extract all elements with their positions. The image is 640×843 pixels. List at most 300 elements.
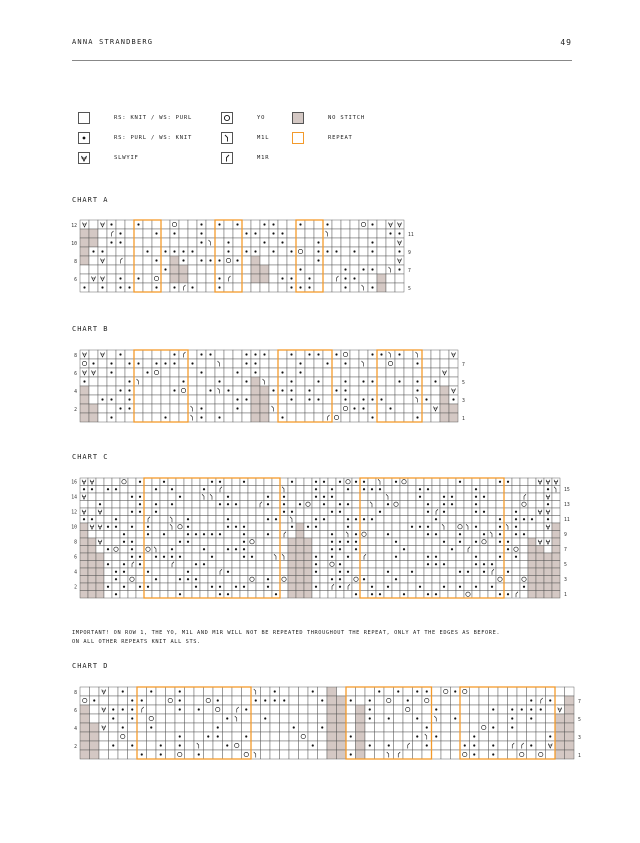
stitch-key bbox=[78, 112, 498, 172]
chart-cell bbox=[89, 395, 98, 404]
chart-cell bbox=[416, 516, 424, 524]
purl-dot-icon bbox=[507, 481, 509, 483]
chart-cell bbox=[80, 561, 88, 569]
chart-cell bbox=[192, 516, 200, 524]
chart-cell bbox=[143, 274, 152, 283]
purl-dot-icon bbox=[299, 223, 301, 225]
purl-dot-icon bbox=[245, 232, 247, 234]
chart-cell bbox=[337, 732, 347, 741]
purl-dot-icon bbox=[451, 548, 453, 550]
chart-cell bbox=[308, 705, 318, 714]
chart-cell bbox=[332, 265, 341, 274]
chart-cell bbox=[288, 538, 296, 546]
chart-cell bbox=[184, 486, 192, 494]
chart-cell bbox=[528, 486, 536, 494]
chart-cell bbox=[512, 486, 520, 494]
chart-cell bbox=[109, 723, 119, 732]
chart-b-cells bbox=[80, 350, 458, 422]
purl-dot-icon bbox=[363, 481, 365, 483]
chart-cell bbox=[336, 516, 344, 524]
row-number-right: 5 bbox=[564, 563, 567, 569]
chart-cell bbox=[232, 741, 242, 750]
chart-cell bbox=[350, 359, 359, 368]
chart-cell bbox=[143, 377, 152, 386]
chart-cell bbox=[287, 229, 296, 238]
chart-cell bbox=[384, 486, 392, 494]
purl-dot-icon bbox=[511, 717, 513, 719]
row-number-right: 9 bbox=[564, 533, 567, 539]
chart-cell bbox=[464, 561, 472, 569]
purl-dot-icon bbox=[141, 699, 143, 701]
purl-dot-icon bbox=[123, 586, 125, 588]
chart-cell bbox=[144, 478, 152, 486]
chart-cell bbox=[206, 404, 215, 413]
chart-cell bbox=[386, 283, 395, 292]
purl-dot-icon bbox=[427, 503, 429, 505]
chart-cell bbox=[350, 350, 359, 359]
chart-cell bbox=[360, 568, 368, 576]
purl-dot-icon bbox=[101, 250, 103, 252]
chart-cell bbox=[80, 501, 88, 509]
purl-dot-icon bbox=[218, 380, 220, 382]
chart-cell bbox=[192, 591, 200, 599]
chart-cell bbox=[261, 741, 271, 750]
chart-cell bbox=[251, 265, 260, 274]
chart-cell bbox=[134, 386, 143, 395]
purl-dot-icon bbox=[435, 563, 437, 565]
row-number-right: 3 bbox=[578, 735, 581, 741]
chart-cell bbox=[336, 531, 344, 539]
chart-cell bbox=[118, 732, 128, 741]
chart-cell bbox=[90, 750, 100, 759]
chart-cell bbox=[160, 561, 168, 569]
chart-cell bbox=[213, 714, 223, 723]
chart-cell bbox=[232, 732, 242, 741]
chart-cell bbox=[143, 256, 152, 265]
chart-cell bbox=[104, 508, 112, 516]
chart-cell bbox=[269, 283, 278, 292]
chart-cell bbox=[280, 583, 288, 591]
purl-dot-icon bbox=[83, 286, 85, 288]
row-number-right: 11 bbox=[564, 518, 570, 524]
chart-cell bbox=[184, 508, 192, 516]
chart-cell bbox=[448, 478, 456, 486]
chart-cell bbox=[260, 404, 269, 413]
chart-cell bbox=[304, 568, 312, 576]
chart-cell bbox=[232, 687, 242, 696]
chart-cell bbox=[200, 568, 208, 576]
chart-cell bbox=[489, 732, 499, 741]
purl-dot-icon bbox=[179, 699, 181, 701]
chart-cell bbox=[136, 538, 144, 546]
chart-cell bbox=[384, 591, 392, 599]
purl-dot-icon bbox=[107, 488, 109, 490]
purl-dot-icon bbox=[315, 481, 317, 483]
purl-dot-icon bbox=[435, 593, 437, 595]
chart-cell bbox=[403, 732, 413, 741]
chart-cell bbox=[312, 501, 320, 509]
chart-cell bbox=[368, 359, 377, 368]
purl-dot-icon bbox=[263, 223, 265, 225]
chart-cell bbox=[304, 531, 312, 539]
chart-cell bbox=[160, 508, 168, 516]
purl-dot-icon bbox=[443, 511, 445, 513]
chart-cell bbox=[270, 750, 280, 759]
purl-dot-icon bbox=[499, 556, 501, 558]
chart-cell bbox=[479, 714, 489, 723]
chart-cell bbox=[143, 265, 152, 274]
chart-cell bbox=[288, 493, 296, 501]
chart-cell bbox=[160, 591, 168, 599]
chart-cell bbox=[116, 265, 125, 274]
chart-cell bbox=[89, 283, 98, 292]
purl-dot-icon bbox=[523, 518, 525, 520]
chart-cell bbox=[197, 247, 206, 256]
chart-cell bbox=[359, 256, 368, 265]
purl-dot-icon bbox=[344, 286, 346, 288]
row-number-left: 8 bbox=[74, 353, 77, 359]
purl-dot-icon bbox=[326, 223, 328, 225]
chart-cell bbox=[160, 523, 168, 531]
chart-cell bbox=[416, 576, 424, 584]
chart-cell bbox=[256, 561, 264, 569]
chart-cell bbox=[289, 687, 299, 696]
chart-cell bbox=[256, 591, 264, 599]
purl-dot-icon bbox=[272, 223, 274, 225]
chart-cell bbox=[152, 404, 161, 413]
chart-cell bbox=[327, 714, 337, 723]
chart-cell bbox=[152, 265, 161, 274]
row-number-left: 2 bbox=[74, 585, 77, 591]
chart-cell bbox=[216, 546, 224, 554]
chart-cell bbox=[496, 493, 504, 501]
purl-dot-icon bbox=[243, 586, 245, 588]
chart-cell bbox=[80, 247, 89, 256]
chart-cell bbox=[488, 478, 496, 486]
chart-cell bbox=[312, 531, 320, 539]
chart-cell bbox=[168, 508, 176, 516]
purl-dot-icon bbox=[371, 416, 373, 418]
purl-dot-icon bbox=[331, 496, 333, 498]
purl-dot-icon bbox=[459, 571, 461, 573]
chart-cell bbox=[116, 220, 125, 229]
chart-cell bbox=[137, 741, 147, 750]
chart-cell bbox=[208, 576, 216, 584]
chart-cell bbox=[270, 741, 280, 750]
purl-dot-icon bbox=[227, 518, 229, 520]
chart-cell bbox=[400, 553, 408, 561]
chart-cell bbox=[179, 265, 188, 274]
chart-cell bbox=[528, 523, 536, 531]
chart-cell bbox=[352, 486, 360, 494]
row-number-left: 10 bbox=[71, 525, 77, 531]
chart-cell bbox=[233, 274, 242, 283]
chart-cell bbox=[460, 687, 470, 696]
chart-cell bbox=[264, 553, 272, 561]
chart-cell bbox=[248, 531, 256, 539]
row-number-left: 6 bbox=[74, 277, 77, 283]
chart-cell bbox=[403, 687, 413, 696]
chart-cell bbox=[248, 486, 256, 494]
purl-dot-icon bbox=[93, 699, 95, 701]
purl-dot-icon bbox=[131, 496, 133, 498]
chart-cell bbox=[242, 404, 251, 413]
chart-cell bbox=[480, 486, 488, 494]
chart-cell bbox=[208, 568, 216, 576]
chart-cell bbox=[308, 696, 318, 705]
chart-cell bbox=[449, 413, 458, 422]
purl-dot-icon bbox=[473, 744, 475, 746]
chart-cell bbox=[88, 568, 96, 576]
purl-dot-icon bbox=[173, 362, 175, 364]
chart-cell bbox=[489, 687, 499, 696]
chart-cell bbox=[136, 546, 144, 554]
chart-cell bbox=[424, 546, 432, 554]
chart-cell bbox=[188, 350, 197, 359]
chart-cell bbox=[408, 508, 416, 516]
purl-dot-icon bbox=[344, 362, 346, 364]
purl-dot-icon bbox=[371, 518, 373, 520]
row-number-left: 8 bbox=[74, 540, 77, 546]
chart-cell bbox=[350, 238, 359, 247]
chart-cell bbox=[80, 386, 89, 395]
chart-cell bbox=[536, 732, 546, 741]
chart-cell bbox=[287, 404, 296, 413]
chart-cell bbox=[408, 493, 416, 501]
chart-cell bbox=[206, 377, 215, 386]
purl-dot-icon bbox=[419, 526, 421, 528]
chart-cell bbox=[125, 368, 134, 377]
chart-cell bbox=[368, 568, 376, 576]
chart-cell bbox=[308, 723, 318, 732]
purl-dot-icon bbox=[218, 277, 220, 279]
chart-cell bbox=[176, 531, 184, 539]
purl-dot-icon bbox=[164, 362, 166, 364]
purl-dot-icon bbox=[128, 398, 130, 400]
chart-cell bbox=[377, 247, 386, 256]
chart-cell bbox=[296, 523, 304, 531]
chart-cell bbox=[296, 568, 304, 576]
chart-cell bbox=[536, 750, 546, 759]
chart-cell bbox=[440, 377, 449, 386]
chart-cell bbox=[332, 404, 341, 413]
chart-cell bbox=[152, 395, 161, 404]
chart-cell bbox=[376, 561, 384, 569]
purl-dot-icon bbox=[290, 398, 292, 400]
purl-dot-icon bbox=[317, 353, 319, 355]
chart-cell bbox=[96, 553, 104, 561]
chart-cell bbox=[365, 687, 375, 696]
chart-cell bbox=[432, 478, 440, 486]
chart-cell bbox=[233, 377, 242, 386]
chart-cell bbox=[404, 413, 413, 422]
chart-cell bbox=[197, 395, 206, 404]
row-number-left: 4 bbox=[74, 389, 77, 395]
purl-dot-icon bbox=[347, 488, 349, 490]
chart-cell bbox=[112, 561, 120, 569]
chart-cell bbox=[128, 486, 136, 494]
chart-cell bbox=[304, 501, 312, 509]
chart-d-title: CHART D bbox=[72, 662, 109, 670]
chart-cell bbox=[296, 546, 304, 554]
page-number: 49 bbox=[560, 38, 572, 47]
chart-cell bbox=[517, 696, 527, 705]
purl-dot-icon bbox=[187, 578, 189, 580]
chart-cell bbox=[248, 478, 256, 486]
chart-cell bbox=[296, 404, 305, 413]
purl-dot-icon bbox=[290, 286, 292, 288]
chart-cell bbox=[287, 256, 296, 265]
chart-cell bbox=[528, 501, 536, 509]
chart-cell bbox=[395, 386, 404, 395]
chart-cell bbox=[104, 493, 112, 501]
chart-cell bbox=[134, 413, 143, 422]
chart-cell bbox=[480, 523, 488, 531]
chart-a-grid bbox=[66, 216, 426, 306]
purl-dot-icon bbox=[419, 586, 421, 588]
purl-dot-icon bbox=[419, 488, 421, 490]
chart-cell bbox=[215, 247, 224, 256]
chart-cell bbox=[504, 516, 512, 524]
chart-cell bbox=[197, 265, 206, 274]
chart-cell bbox=[144, 508, 152, 516]
chart-cell bbox=[147, 705, 157, 714]
chart-cell bbox=[80, 395, 89, 404]
chart-cell bbox=[552, 591, 560, 599]
chart-cell bbox=[270, 714, 280, 723]
chart-cell bbox=[156, 687, 166, 696]
chart-cell bbox=[156, 723, 166, 732]
chart-cell bbox=[304, 553, 312, 561]
purl-dot-icon bbox=[339, 586, 341, 588]
chart-cell bbox=[480, 538, 488, 546]
chart-cell bbox=[144, 493, 152, 501]
purl-dot-icon bbox=[492, 708, 494, 710]
chart-cell bbox=[365, 723, 375, 732]
purl-dot-icon bbox=[339, 571, 341, 573]
chart-cell bbox=[216, 516, 224, 524]
row-number-right: 1 bbox=[564, 593, 567, 599]
chart-cell bbox=[98, 386, 107, 395]
chart-cell bbox=[134, 350, 143, 359]
chart-cell bbox=[251, 377, 260, 386]
chart-cell bbox=[280, 750, 290, 759]
purl-dot-icon bbox=[355, 481, 357, 483]
purl-dot-icon bbox=[217, 699, 219, 701]
purl-dot-icon bbox=[492, 753, 494, 755]
chart-cell bbox=[104, 538, 112, 546]
row-number-right: 9 bbox=[408, 250, 411, 256]
purl-dot-icon bbox=[339, 578, 341, 580]
purl-dot-icon bbox=[235, 548, 237, 550]
purl-dot-icon bbox=[236, 371, 238, 373]
purl-dot-icon bbox=[419, 496, 421, 498]
chart-cell bbox=[308, 714, 318, 723]
purl-dot-icon bbox=[426, 726, 428, 728]
chart-cell bbox=[337, 741, 347, 750]
chart-cell bbox=[488, 516, 496, 524]
chart-cell bbox=[160, 516, 168, 524]
chart-cell bbox=[400, 568, 408, 576]
purl-dot-icon bbox=[128, 286, 130, 288]
chart-cell bbox=[488, 523, 496, 531]
chart-cell bbox=[408, 576, 416, 584]
chart-cell bbox=[134, 404, 143, 413]
chart-cell bbox=[161, 368, 170, 377]
chart-cell bbox=[352, 568, 360, 576]
purl-dot-icon bbox=[198, 753, 200, 755]
purl-dot-icon bbox=[507, 548, 509, 550]
chart-cell bbox=[318, 741, 328, 750]
chart-cell bbox=[144, 591, 152, 599]
chart-cell bbox=[546, 705, 556, 714]
chart-cell bbox=[99, 696, 109, 705]
purl-dot-icon bbox=[350, 699, 352, 701]
chart-cell bbox=[296, 350, 305, 359]
chart-cell bbox=[386, 247, 395, 256]
chart-cell bbox=[89, 413, 98, 422]
chart-cell bbox=[496, 486, 504, 494]
chart-cell bbox=[359, 238, 368, 247]
chart-cell bbox=[376, 523, 384, 531]
purl-dot-icon bbox=[326, 250, 328, 252]
chart-cell bbox=[152, 531, 160, 539]
chart-cell bbox=[260, 283, 269, 292]
purl-dot-icon bbox=[451, 496, 453, 498]
chart-cell bbox=[360, 583, 368, 591]
chart-cell bbox=[424, 568, 432, 576]
chart-cell bbox=[299, 705, 309, 714]
chart-cell bbox=[144, 501, 152, 509]
chart-cell bbox=[544, 553, 552, 561]
purl-dot-icon bbox=[218, 259, 220, 261]
chart-cell bbox=[144, 576, 152, 584]
chart-cell bbox=[344, 591, 352, 599]
chart-cell bbox=[80, 687, 90, 696]
purl-dot-icon bbox=[122, 708, 124, 710]
chart-cell bbox=[224, 553, 232, 561]
chart-cell bbox=[260, 413, 269, 422]
purl-dot-icon bbox=[83, 518, 85, 520]
chart-cell bbox=[565, 705, 575, 714]
chart-cell bbox=[248, 568, 256, 576]
chart-cell bbox=[440, 395, 449, 404]
chart-cell bbox=[337, 696, 347, 705]
chart-cell bbox=[440, 386, 449, 395]
chart-cell bbox=[404, 359, 413, 368]
chart-cell bbox=[323, 350, 332, 359]
chart-cell bbox=[213, 687, 223, 696]
chart-cell bbox=[90, 741, 100, 750]
chart-cell bbox=[260, 274, 269, 283]
chart-cell bbox=[341, 350, 350, 359]
purl-dot-icon bbox=[187, 571, 189, 573]
chart-cell bbox=[528, 508, 536, 516]
chart-cell bbox=[272, 523, 280, 531]
purl-dot-icon bbox=[119, 407, 121, 409]
purl-dot-icon bbox=[164, 268, 166, 270]
chart-cell bbox=[224, 350, 233, 359]
chart-cell bbox=[168, 478, 176, 486]
purl-dot-icon bbox=[101, 286, 103, 288]
chart-cell bbox=[80, 238, 89, 247]
purl-dot-icon bbox=[443, 541, 445, 543]
chart-cell bbox=[472, 546, 480, 554]
chart-cell bbox=[232, 561, 240, 569]
chart-cell bbox=[98, 404, 107, 413]
chart-cell bbox=[314, 220, 323, 229]
chart-cell bbox=[394, 723, 404, 732]
